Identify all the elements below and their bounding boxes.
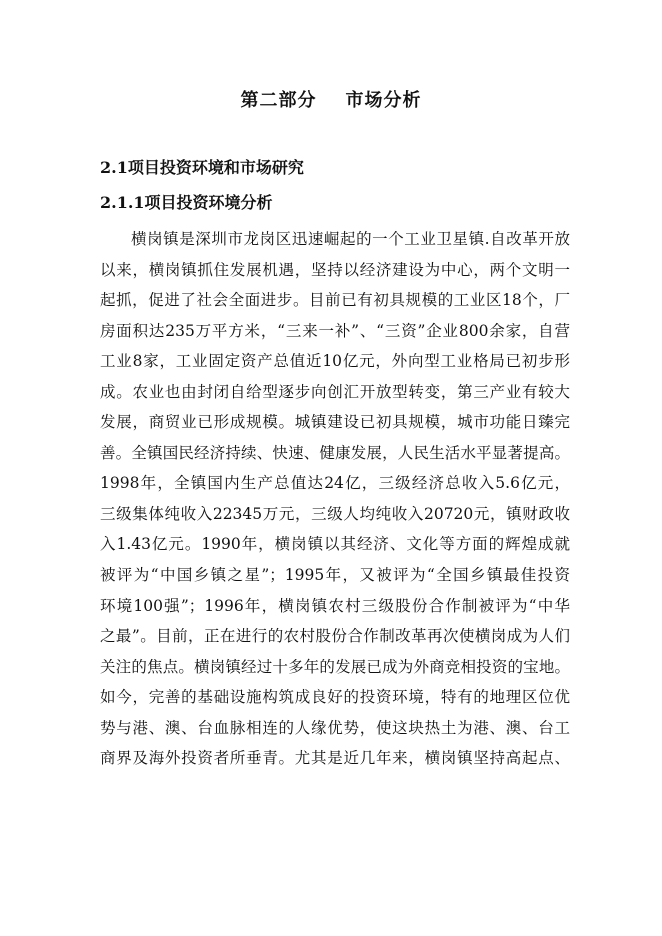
paragraph-line: 起抓，促进了社会全面进步。目前已有初具规模的工业区18个，厂 — [100, 291, 570, 310]
paragraph-line: 三级集体纯收入22345万元，三级人均纯收入20720元，镇财政收 — [100, 504, 570, 523]
paragraph-line: 横岗镇是深圳市龙岗区迅速崛起的一个工业卫星镇.自改革开放 — [131, 230, 570, 248]
document-title: 第二部分 市场分析 — [240, 90, 422, 111]
subsection-heading: 2.1.1项目投资环境分析 — [100, 193, 273, 212]
paragraph-line: 工业8家，工业固定资产总值近10亿元，外向型工业格局已初步形 — [100, 352, 570, 371]
paragraph-line: 势与港、澳、台血脉相连的人缘优势，使这块热土为港、澳、台工 — [100, 718, 570, 737]
paragraph-line: 发展，商贸业已形成规模。城镇建设已初具规模，城市功能日臻完 — [100, 413, 570, 432]
paragraph-line: 成。农业也由封闭自给型逐步向创汇开放型转变，第三产业有较大 — [100, 382, 570, 401]
paragraph-line: 房面积达235万平方米，“三来一补”、“三资”企业800余家，自营 — [100, 321, 570, 340]
paragraph-line: 关注的焦点。横岗镇经过十多年的发展已成为外商竞相投资的宝地。 — [100, 657, 570, 676]
paragraph-line: 1998年，全镇国内生产总值达24亿，三级经济总收入5.6亿元， — [100, 474, 570, 493]
paragraph-line: 入1.43亿元。1990年，横岗镇以其经济、文化等方面的辉煌成就 — [100, 535, 570, 554]
paragraph-line: 善。全镇国民经济持续、快速、健康发展，人民生活水平显著提高。 — [100, 443, 570, 462]
paragraph-line: 之最”。目前，正在进行的农村股份合作制改革再次使横岗成为人们 — [100, 627, 570, 646]
paragraph-line: 以来，横岗镇抓住发展机遇，坚持以经济建设为中心，两个文明一 — [100, 260, 570, 279]
paragraph-line: 商界及海外投资者所垂青。尤其是近几年来，横岗镇坚持高起点、 — [100, 749, 570, 768]
paragraph-line: 环境100强”；1996年，横岗镇农村三级股份合作制被评为“中华 — [100, 596, 570, 615]
body-paragraph — [100, 224, 570, 774]
section-heading: 2.1项目投资环境和市场研究 — [100, 158, 304, 177]
paragraph-line: 被评为“中国乡镇之星”；1995年，又被评为“全国乡镇最佳投资 — [100, 566, 570, 585]
paragraph-line: 如今，完善的基础设施构筑成良好的投资环境，特有的地理区位优 — [100, 688, 570, 707]
